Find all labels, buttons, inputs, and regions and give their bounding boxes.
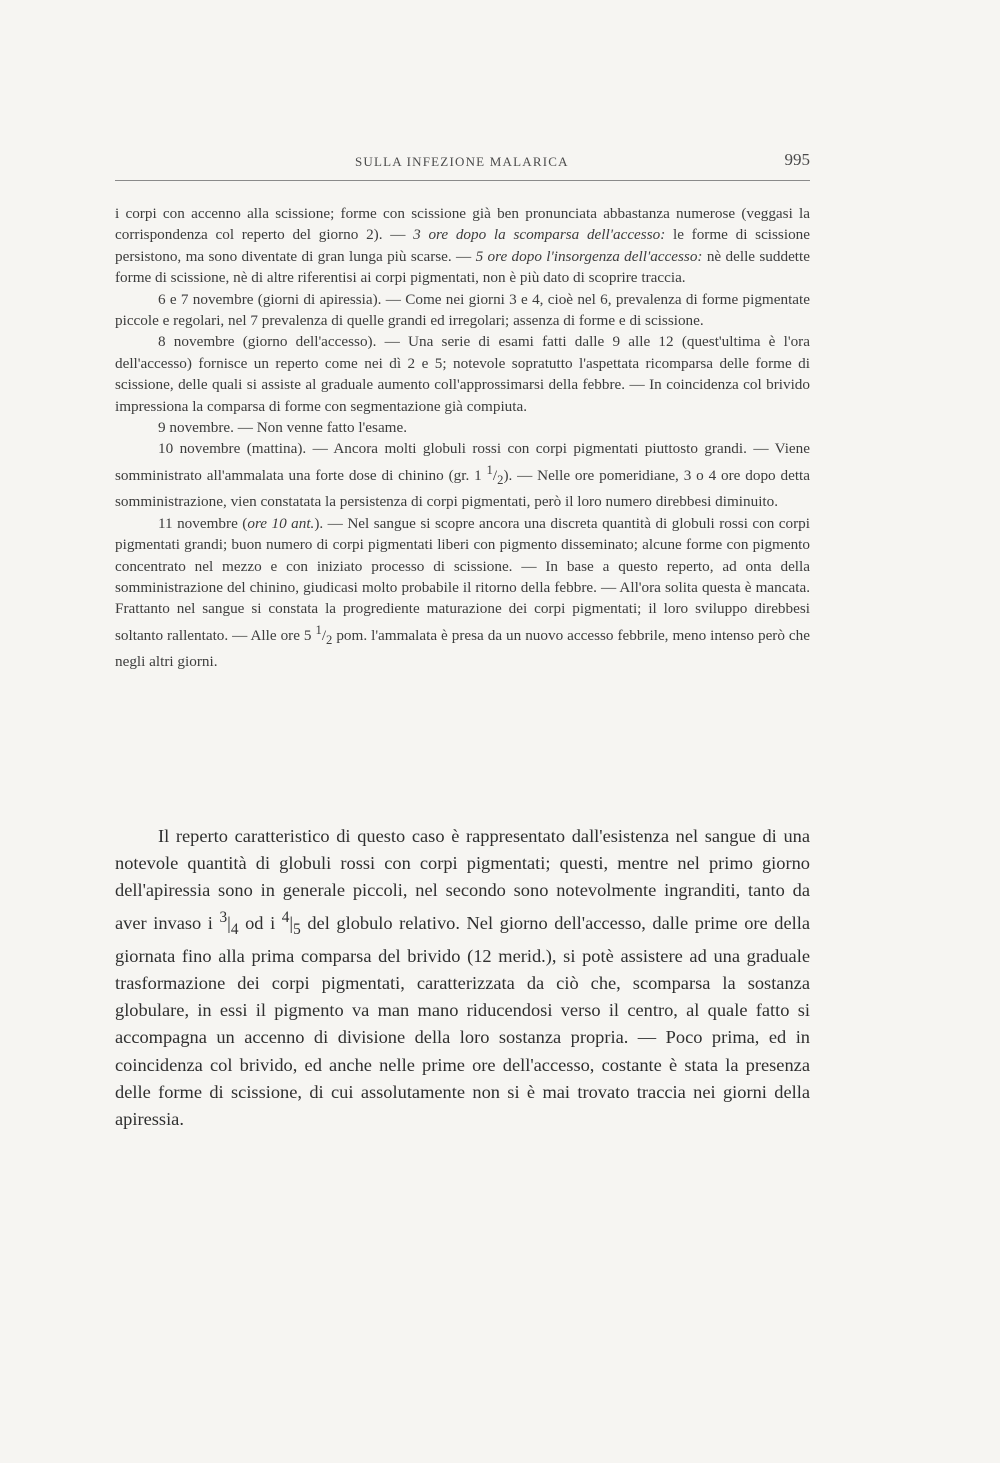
fraction-separator: / — [321, 626, 327, 644]
notes-paragraph: 6 e 7 novembre (giorni di apiressia). — Come nei giorni 3 e 4, cioè nel 6, prevalenza di forme pigmentate piccole e regolari, nel 7 prevalenza di quelle grandi ed irregolari; assenza di forme e di scissione. — [115, 290, 810, 330]
text-run: del globulo relativo. Nel giorno dell'accesso, dalle prime ore della giornata fino alla prima comparsa del brivido (12 merid.), si potè assistere ad una graduale trasformazione dei corpi pigmentati, caratterizzata da ciò che, scomparsa la sostanza globulare, in essi il pigmento va man mano riducendosi verso il centro, al quale fatto si accompagna un accenno di divisione della loro sostanza propria. — Poco prima, ed in coincidenza col brivido, ed anche nelle prime ore dell'accesso, costante è stata la presenza delle forme di scissione, di cui assolutamente non si è mai trovato traccia nei giorni della apiressia. — [115, 913, 811, 1129]
fraction-numerator: 3 — [219, 909, 228, 927]
text-run: nè delle suddette forme di scissione, nè di altre riferentisi ai corpi pigmentati, non è più dato di scoprire traccia. — [115, 247, 810, 287]
fraction-numerator: 4 — [281, 909, 290, 927]
text-run: od i — [238, 913, 282, 934]
italic-run: 3 ore dopo la scomparsa dell'accesso: — [413, 226, 666, 244]
fraction-separator: | — [289, 913, 294, 934]
fraction-separator: | — [227, 913, 231, 934]
text-run: Il reperto caratteristico di questo caso è rappresentato dall'esistenza nel sangue di una notevole quantità di globuli rossi con corpi pigmentati; questi, mentre nel primo giorno dell'apiressia sono in generale piccoli, nel secondo sono notevolmente ingranditi, tanto da aver invaso i — [115, 826, 810, 934]
notes-paragraph: 9 novembre. — Non venne fatto l'esame. — [158, 419, 408, 437]
running-title: SULLA INFEZIONE MALARICA — [355, 154, 569, 169]
text-run: le forme di scissione persistono, ma sono diventate di gran lunga più scarse. — — [115, 226, 810, 265]
text-run: 11 novembre ( — [158, 514, 248, 532]
italic-run: ore 10 ant. — [247, 514, 315, 532]
notes-paragraph — [115, 203, 810, 289]
summary-paragraph — [115, 823, 810, 1133]
italic-run: 5 ore dopo l'insorgenza dell'accesso: — [475, 247, 703, 265]
notes-paragraph — [115, 438, 810, 512]
notes-paragraph: 8 novembre (giorno dell'accesso). — Una serie di esami fatti dalle 9 alle 12 (quest'ultima è l'ora dell'accesso) fornisce un reperto come nei dì 2 e 5; notevole sopratutto l'aspettata ricomparsa delle forme di scissione, delle quali si assiste al graduale aumento coll'approssimarsi della febbre. — In coincidenza col brivido impressiona la comparsa di forme con segmentazione già compiuta. — [115, 333, 810, 415]
text-run: 10 novembre (mattina). — Ancora molti globuli rossi con corpi pigmentati piuttosto grandi. — Viene somministrato all'ammalata una forte dose di chinino (gr. 1 — [115, 440, 810, 484]
fraction-denominator: 5 — [293, 921, 301, 939]
text-run: ). — Nel sangue si scopre ancora una discreta quantità di globuli rossi con corpi pigmentati grandi; buon numero di corpi pigmentati liberi con pigmento disseminato; alcune forme con pigmento concentrato nel mezzo e con iniziato processo di scissione. — In base a questo reperto, ad onta della somministrazione del chinino, giudicasi molto probabile il ritorno della febbre. — All'ora solita questa è mancata. Frattanto nel sangue si constata la progrediente maturazione dei corpi pigmentati; il loro sviluppo direbbesi soltanto rallentato. — Alle ore 5 — [115, 514, 810, 644]
fraction-denominator: 2 — [326, 632, 333, 647]
fraction-numerator: 1 — [315, 622, 322, 637]
case-notes — [115, 203, 810, 673]
text-run: pom. l'ammalata è presa da un nuovo accesso febbrile, meno intenso però che negli altri giorni. — [115, 626, 810, 671]
running-header — [115, 150, 810, 181]
text-run: i corpi con accenno alla scissione; forme con scissione già ben pronunciata abbastanza numerose (veggasi la corrispondenza col reperto del giorno 2). — — [115, 205, 810, 244]
text-run: ). — Nelle ore pomeridiane, 3 o 4 ore dopo detta somministrazione, vien constatata la persistenza di corpi pigmentati, però il loro numero direbbesi diminuito. — [115, 466, 810, 511]
fraction-denominator: 4 — [230, 921, 239, 939]
page-number: 995 — [784, 150, 810, 169]
summary-section — [115, 823, 810, 1133]
fraction-denominator: 2 — [497, 472, 504, 487]
fraction-numerator: 1 — [486, 462, 493, 477]
fraction-separator: / — [492, 466, 498, 484]
notes-paragraph — [115, 513, 810, 673]
